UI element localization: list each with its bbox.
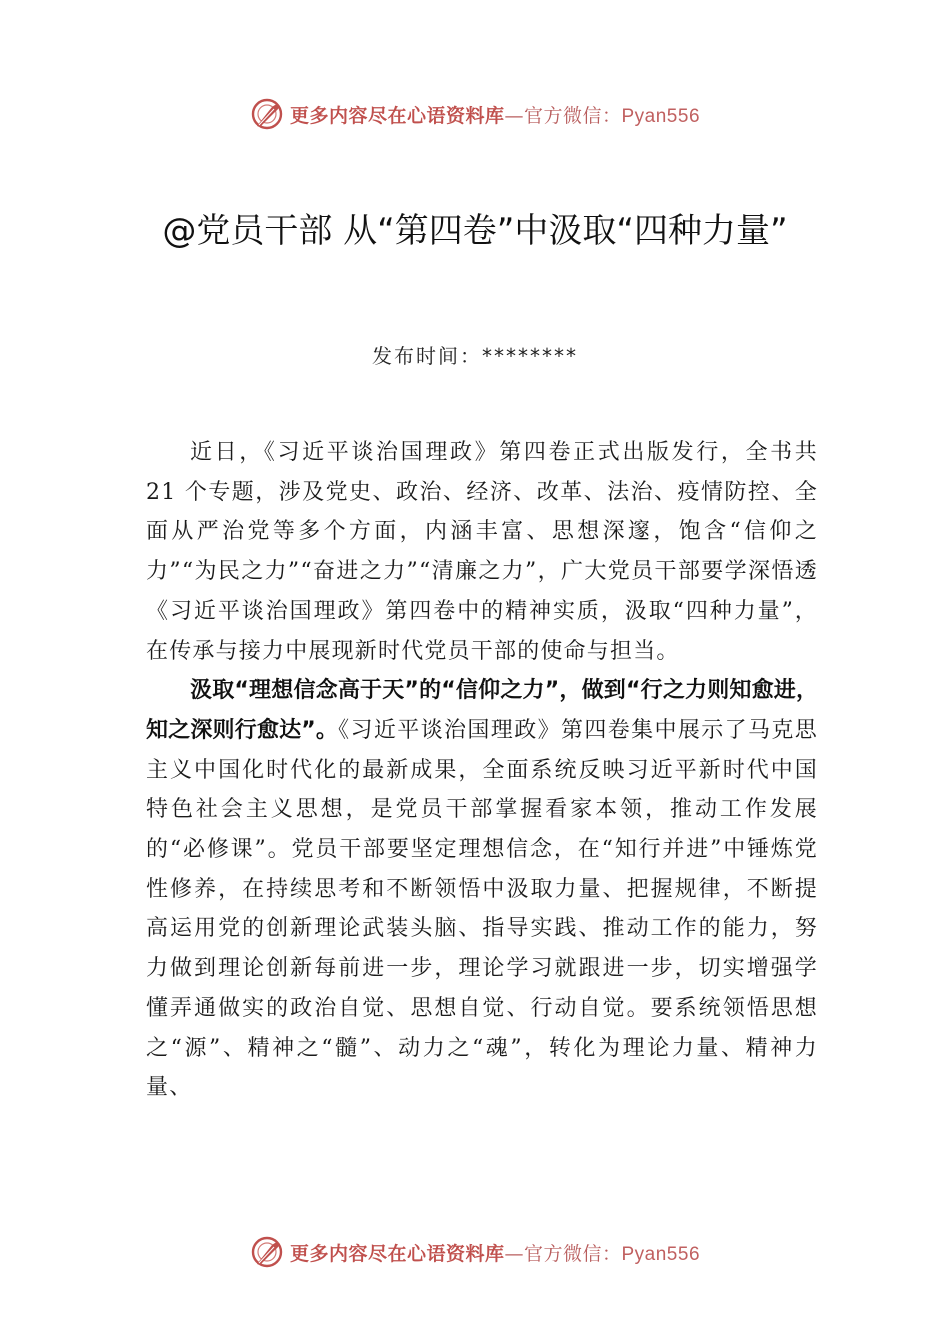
footer-banner <box>0 1232 950 1272</box>
banner-separator: — <box>504 104 524 127</box>
header-banner <box>0 94 950 134</box>
banner-brand: 更多内容尽在心语资料库 <box>289 104 505 127</box>
paragraph-belief <box>146 671 818 1108</box>
quill-circle-logo-icon <box>250 1235 284 1269</box>
banner-wechat-label: 官方微信： <box>523 104 622 127</box>
article-body <box>146 433 818 1108</box>
publish-time <box>0 340 950 369</box>
quill-circle-logo-icon <box>250 97 284 131</box>
paragraph-belief-lead: 汲取“理想信念高于天”的“信仰之力”，做到“行之力则知愈进，知之深则行愈达”。 <box>146 678 818 743</box>
banner-wechat-id: Pyan556 <box>621 105 701 127</box>
footer-wechat-label: 官方微信： <box>523 1242 622 1265</box>
footer-brand: 更多内容尽在心语资料库 <box>289 1242 505 1265</box>
footer-caption <box>290 1239 700 1266</box>
paragraph-belief-body: 《习近平谈治国理政》第四卷集中展示了马克思主义中国化时代化的最新成果，全面系统反映习近平新时代中国特色社会主义思想，是党员干部掌握看家本领，推动工作发展的“必修课”。党员干部要坚定理想信念，在“知行并进”中锤炼党性修养，在持续思考和不断领悟中汲取力量、把握规律，不断提高运用党的创新理论武装头脑、指导实践、推动工作的能力，努力做到理论创新每前进一步，理论学习就跟进一步，切实增强学懂弄通做实的政治自觉、思想自觉、行动自觉。要系统领悟思想之“源”、精神之“髓”、动力之“魂”，转化为理论力量、精神力量、 <box>146 717 819 1101</box>
article-title: @党员干部 从“第四卷”中汲取“四种力量” <box>162 211 788 251</box>
publish-value: ******** <box>482 344 578 368</box>
footer-separator: — <box>504 1242 524 1265</box>
banner-caption <box>290 101 700 128</box>
footer-wechat-id: Pyan556 <box>621 1243 701 1265</box>
paragraph-intro: 近日，《习近平谈治国理政》第四卷正式出版发行，全书共 21 个专题，涉及党史、政治、经济、改革、法治、疫情防控、全面从严治党等多个方面，内涵丰富、思想深邃，饱含“信仰之力”“为民之力”“奋进之力”“清廉之力”，广大党员干部要学深悟透《习近平谈治国理政》第四卷中的精神实质，汲取“四种力量”，在传承与接力中展现新时代党员干部的使命与担当。 <box>146 440 818 664</box>
publish-label: 发布时间： <box>372 344 482 368</box>
